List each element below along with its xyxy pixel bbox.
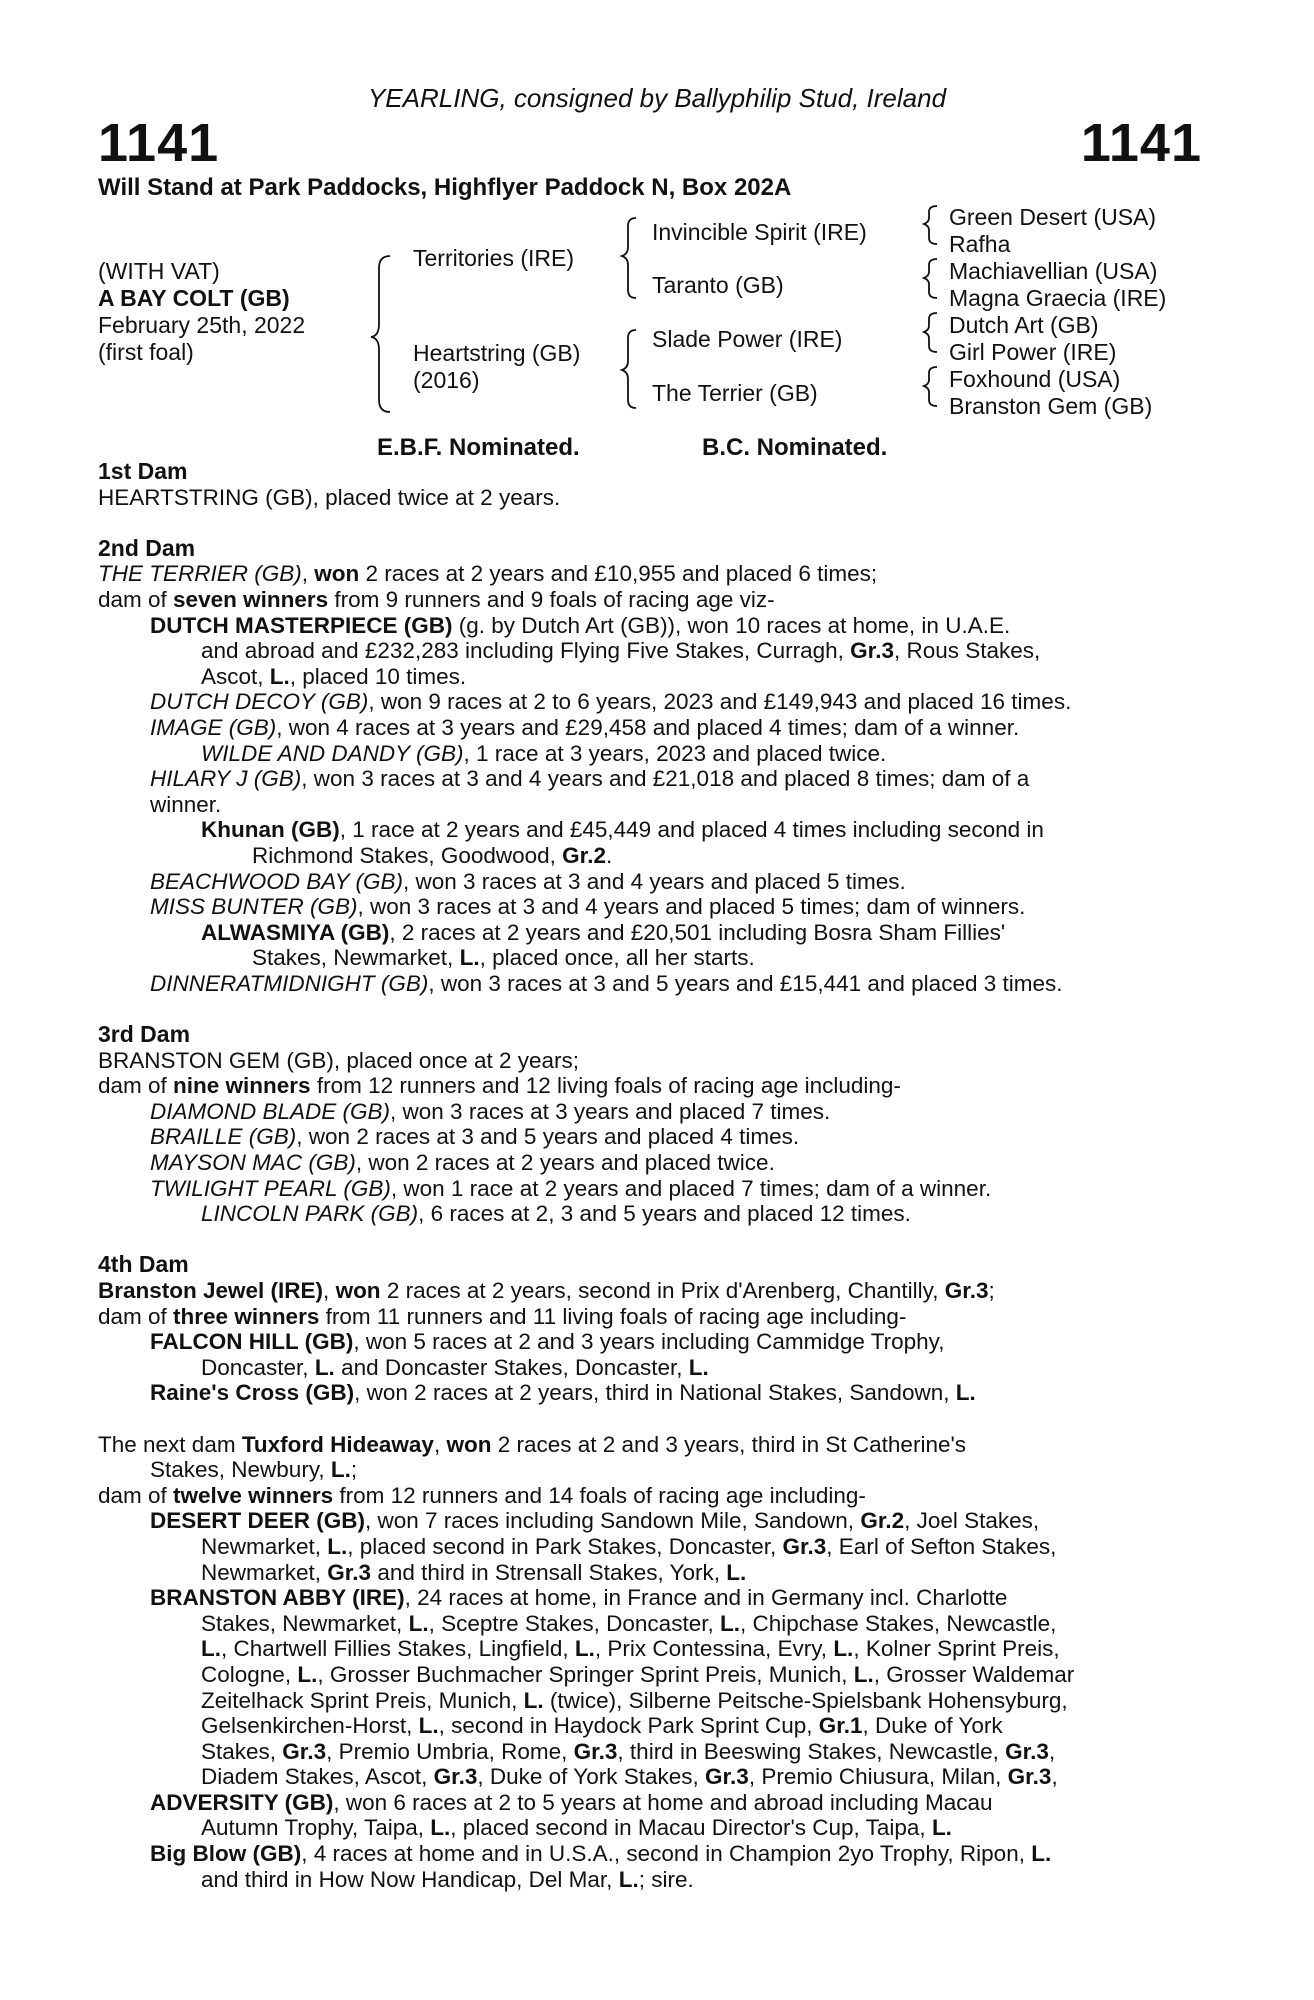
produce-entry: DINNERATMIDNIGHT (GB), won 3 races at 3 and 5 years and £15,441 and placed 3 times. <box>150 970 1063 996</box>
produce-entry: DESERT DEER (GB), won 7 races including Sandown Mile, Sandown, Gr.2, Joel Stakes, <box>150 1508 1040 1534</box>
produce-entry: IMAGE (GB), won 4 races at 3 years and £29,458 and placed 4 times; dam of a winner. <box>150 714 1020 740</box>
second-dam-dam-of: dam of seven winners from 9 runners and 9 foals of racing age viz- <box>98 586 775 612</box>
horse-name: A BAY COLT (GB) <box>98 285 290 311</box>
produce-entry-cont: Richmond Stakes, Goodwood, Gr.2. <box>252 842 613 868</box>
produce-entry: ADVERSITY (GB), won 6 races at 2 to 5 years at home and abroad including Macau <box>150 1789 993 1815</box>
produce-entry-cont: Stakes, Gr.3, Premio Umbria, Rome, Gr.3, third in Beeswing Stakes, Newcastle, Gr.3, <box>201 1738 1056 1764</box>
produce-entry-cont: Newmarket, L., placed second in Park Stakes, Doncaster, Gr.3, Earl of Sefton Stakes, <box>201 1533 1057 1559</box>
produce-entry-cont: Newmarket, Gr.3 and third in Strensall Stakes, York, L. <box>201 1559 747 1585</box>
foal-note: (first foal) <box>98 339 194 365</box>
produce-entry: ALWASMIYA (GB), 2 races at 2 years and £20,501 including Bosra Sham Fillies' <box>201 919 1006 945</box>
produce-entry-cont: winner. <box>150 791 222 817</box>
produce-entry: MISS BUNTER (GB), won 3 races at 3 and 4 years and placed 5 times; dam of winners. <box>150 894 1026 920</box>
first-dam-text: HEARTSTRING (GB), placed twice at 2 years. <box>98 484 561 510</box>
produce-entry: HILARY J (GB), won 3 races at 3 and 4 years and £21,018 and placed 8 times; dam of a <box>150 766 1030 792</box>
produce-entry-cont: and abroad and £232,283 including Flying Five Stakes, Curragh, Gr.3, Rous Stakes, <box>201 638 1041 664</box>
produce-entry: Khunan (GB), 1 race at 2 years and £45,449 and placed 4 times including second in <box>201 817 1044 843</box>
produce-entry: BEACHWOOD BAY (GB), won 3 races at 3 and 4 years and placed 5 times. <box>150 868 906 894</box>
third-dam-intro: BRANSTON GEM (GB), placed once at 2 years; <box>98 1047 580 1073</box>
second-dam-intro: THE TERRIER (GB), won 2 races at 2 years and £10,955 and placed 6 times; <box>98 561 878 587</box>
produce-entry: DUTCH DECOY (GB), won 9 races at 2 to 6 years, 2023 and £149,943 and placed 16 times. <box>150 689 1072 715</box>
produce-entry: LINCOLN PARK (GB), 6 races at 2, 3 and 5 years and placed 12 times. <box>201 1201 911 1227</box>
ancestor-2: Rafha <box>949 231 1011 257</box>
produce-entry-cont: and third in How Now Handicap, Del Mar, L.; sire. <box>201 1866 694 1892</box>
dam-dam-name: The Terrier (GB) <box>652 380 818 406</box>
produce-entry: Raine's Cross (GB), won 2 races at 2 years, third in National Stakes, Sandown, L. <box>150 1380 976 1406</box>
produce-entry-cont: L., Chartwell Fillies Stakes, Lingfield, L., Prix Contessina, Evry, L., Kolner Sprint Preis, <box>201 1636 1060 1662</box>
foaling-date: February 25th, 2022 <box>98 312 306 338</box>
second-dam-heading: 2nd Dam <box>98 534 196 561</box>
ancestor-7: Foxhound (USA) <box>949 366 1121 392</box>
produce-entry: FALCON HILL (GB), won 5 races at 2 and 3 years including Cammidge Trophy, <box>150 1329 945 1355</box>
produce-entry-cont: Cologne, L., Grosser Buchmacher Springer Sprint Preis, Munich, L., Grosser Waldemar <box>201 1661 1075 1687</box>
produce-entry: Big Blow (GB), 4 races at home and in U.S.A., second in Champion 2yo Trophy, Ripon, L. <box>150 1841 1052 1867</box>
third-dam-dam-of: dam of nine winners from 12 runners and 12 living foals of racing age including- <box>98 1073 901 1099</box>
sire-sire-name: Invincible Spirit (IRE) <box>652 219 867 245</box>
fourth-dam-heading: 4th Dam <box>98 1251 189 1278</box>
lot-number-right: 1141 <box>1080 113 1202 173</box>
third-dam-heading: 3rd Dam <box>98 1021 191 1048</box>
next-dam-dam-of: dam of twelve winners from 12 runners and 14 foals of racing age including- <box>98 1482 866 1508</box>
ebf-nominated: E.B.F. Nominated. <box>377 434 580 461</box>
produce-entry: WILDE AND DANDY (GB), 1 race at 3 years, 2023 and placed twice. <box>201 740 887 766</box>
produce-entry-cont: Zeitelhack Sprint Preis, Munich, L. (twice), Silberne Peitsche-Spielsbank Hohensyburg, <box>201 1687 1068 1713</box>
produce-entry: TWILIGHT PEARL (GB), won 1 race at 2 years and placed 7 times; dam of a winner. <box>150 1175 992 1201</box>
sire-dam-name: Taranto (GB) <box>652 272 784 298</box>
ancestor-3: Machiavellian (USA) <box>949 258 1158 284</box>
dam-name: Heartstring (GB) <box>413 340 581 366</box>
produce-entry: MAYSON MAC (GB), won 2 races at 2 years and placed twice. <box>150 1150 775 1176</box>
sire-name: Territories (IRE) <box>413 245 575 271</box>
bc-nominated: B.C. Nominated. <box>702 434 888 461</box>
produce-entry-cont: Stakes, Newmarket, L., Sceptre Stakes, Doncaster, L., Chipchase Stakes, Newcastle, <box>201 1610 1057 1636</box>
produce-entry: DIAMOND BLADE (GB), won 3 races at 3 years and placed 7 times. <box>150 1098 831 1124</box>
vat-note: (WITH VAT) <box>98 258 220 284</box>
ancestor-1: Green Desert (USA) <box>949 204 1157 230</box>
fourth-dam-dam-of: dam of three winners from 11 runners and 11 living foals of racing age including- <box>98 1303 907 1329</box>
fourth-dam-intro: Branston Jewel (IRE), won 2 races at 2 years, second in Prix d'Arenberg, Chantilly, Gr.3; <box>98 1278 995 1303</box>
stand-location: Will Stand at Park Paddocks, Highflyer Paddock N, Box 202A <box>98 174 792 201</box>
ancestor-6: Girl Power (IRE) <box>949 339 1117 365</box>
produce-entry-cont: Ascot, L., placed 10 times. <box>201 663 467 689</box>
dam-foaling-year: (2016) <box>413 367 480 393</box>
ancestor-4: Magna Graecia (IRE) <box>949 285 1167 311</box>
consignment-subtitle: YEARLING, consigned by Ballyphilip Stud, Ireland <box>367 83 947 113</box>
ancestor-5: Dutch Art (GB) <box>949 312 1099 338</box>
next-dam-intro-cont: Stakes, Newbury, L.; <box>150 1457 358 1483</box>
dam-sire-name: Slade Power (IRE) <box>652 326 843 352</box>
produce-record <box>98 459 1206 1892</box>
produce-entry: BRAILLE (GB), won 2 races at 3 and 5 years and placed 4 times. <box>150 1124 800 1150</box>
first-dam-heading: 1st Dam <box>98 458 188 484</box>
lot-number-left: 1141 <box>98 113 220 173</box>
produce-entry-cont: Doncaster, L. and Doncaster Stakes, Doncaster, L. <box>201 1354 709 1380</box>
produce-entry: DUTCH MASTERPIECE (GB) (g. by Dutch Art (GB)), won 10 races at home, in U.A.E. <box>150 612 1011 638</box>
produce-entry-cont: Autumn Trophy, Taipa, L., placed second in Macau Director's Cup, Taipa, L. <box>201 1815 952 1841</box>
next-dam-intro: The next dam Tuxford Hideaway, won 2 races at 2 and 3 years, third in St Catherine's <box>98 1431 967 1457</box>
produce-entry: BRANSTON ABBY (IRE), 24 races at home, in France and in Germany incl. Charlotte <box>150 1585 1008 1611</box>
produce-entry-cont: Diadem Stakes, Ascot, Gr.3, Duke of York Stakes, Gr.3, Premio Chiusura, Milan, Gr.3, <box>201 1764 1058 1790</box>
ancestor-8: Branston Gem (GB) <box>949 393 1153 419</box>
produce-entry-cont: Stakes, Newmarket, L., placed once, all her starts. <box>252 945 755 971</box>
produce-entry-cont: Gelsenkirchen-Horst, L., second in Haydock Park Sprint Cup, Gr.1, Duke of York <box>201 1713 1003 1739</box>
